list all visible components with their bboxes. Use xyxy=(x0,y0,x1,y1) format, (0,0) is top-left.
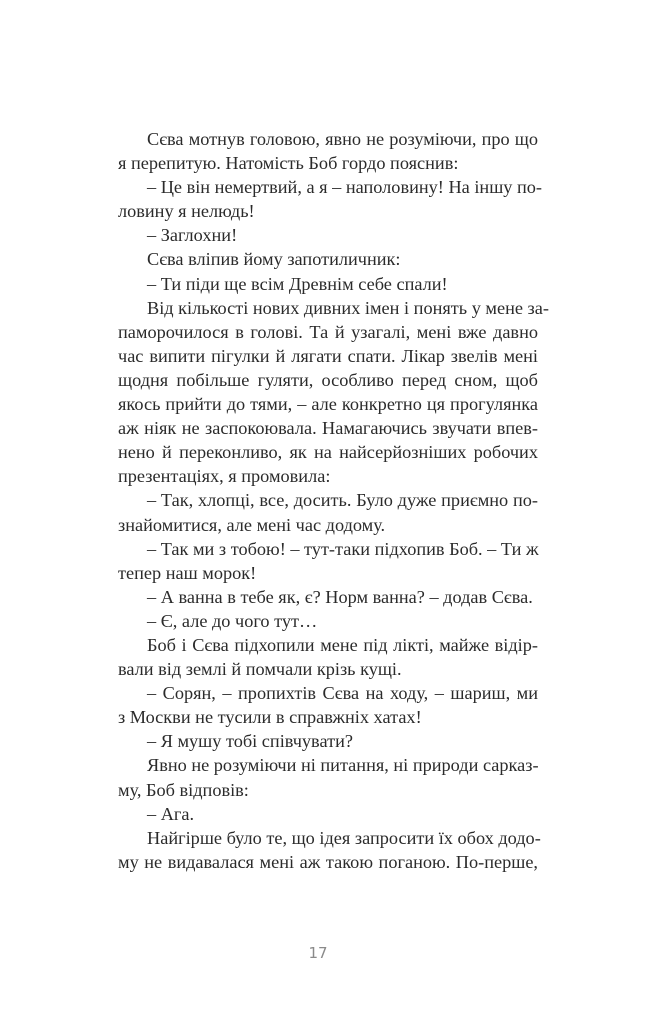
page-number: 17 xyxy=(308,944,328,962)
text-line: – Ти піди ще всім Древнім себе спали! xyxy=(147,273,448,294)
text-line: Від кількості нових дивних імен і понять у мене за- xyxy=(147,297,549,318)
text-line: Боб і Сєва підхопили мене під лікті, майже відір- xyxy=(147,634,538,655)
text-line: паморочилося в голові. Та й узагалі, мені вже давно xyxy=(118,321,538,342)
text-line: щодня побільше гуляти, особливо перед сном, щоб xyxy=(118,369,538,390)
text-line: я перепитую. Натомість Боб гордо пояснив: xyxy=(118,153,459,174)
text-line: – Заглохни! xyxy=(147,225,238,246)
text-line: знайомитися, але мені час додому. xyxy=(118,514,386,535)
text-line: аж ніяк не заспокоювала. Намагаючись звучати впев- xyxy=(118,418,538,439)
text-line: Сєва вліпив йому запотиличник: xyxy=(147,249,401,270)
text-line: – Я мушу тобі співчувати? xyxy=(147,731,353,752)
text-line: – Є, але до чого тут… xyxy=(147,610,318,631)
text-line: му не видавалася мені аж такою поганою. По-перше, xyxy=(118,851,538,872)
text-line: з Москви не тусили в справжніх хатах! xyxy=(118,707,422,728)
text-line: вали від землі й помчали крізь кущі. xyxy=(118,659,402,680)
text-line: ловину я нелюдь! xyxy=(118,201,255,222)
text-line: якось прийти до тями, – але конкретно ця прогулянка xyxy=(118,394,538,415)
text-line: Явно не розуміючи ні питання, ні природи сарказ- xyxy=(147,755,539,776)
text-line: – Так ми з тобою! – тут-таки підхопив Боб. – Ти ж xyxy=(147,538,539,559)
text-line: Найгірше було те, що ідея запросити їх обох додо- xyxy=(147,827,541,848)
text-line: – А ванна в тебе як, є? Норм ванна? – додав Сєва. xyxy=(147,586,533,607)
text-line: му, Боб відповів: xyxy=(118,779,249,800)
text-line: – Так, хлопці, все, досить. Було дуже приємно по- xyxy=(147,490,538,511)
text-line: – Ага. xyxy=(147,803,195,824)
body-text xyxy=(118,127,549,874)
text-line: тепер наш морок! xyxy=(118,562,257,583)
text-line: – Сорян, – пропихтів Сєва на ходу, – шариш, ми xyxy=(147,683,538,704)
text-line: нено й переконливо, як на найсерйозніших робочих xyxy=(118,442,538,463)
text-line: презентаціях, я промовила: xyxy=(118,466,331,487)
text-line: час випити пігулки й лягати спати. Лікар звелів мені xyxy=(118,345,538,366)
text-line: Сєва мотнув головою, явно не розуміючи, про що xyxy=(147,129,538,149)
text-line: – Це він немертвий, а я – наполовину! На іншу по- xyxy=(147,177,542,198)
